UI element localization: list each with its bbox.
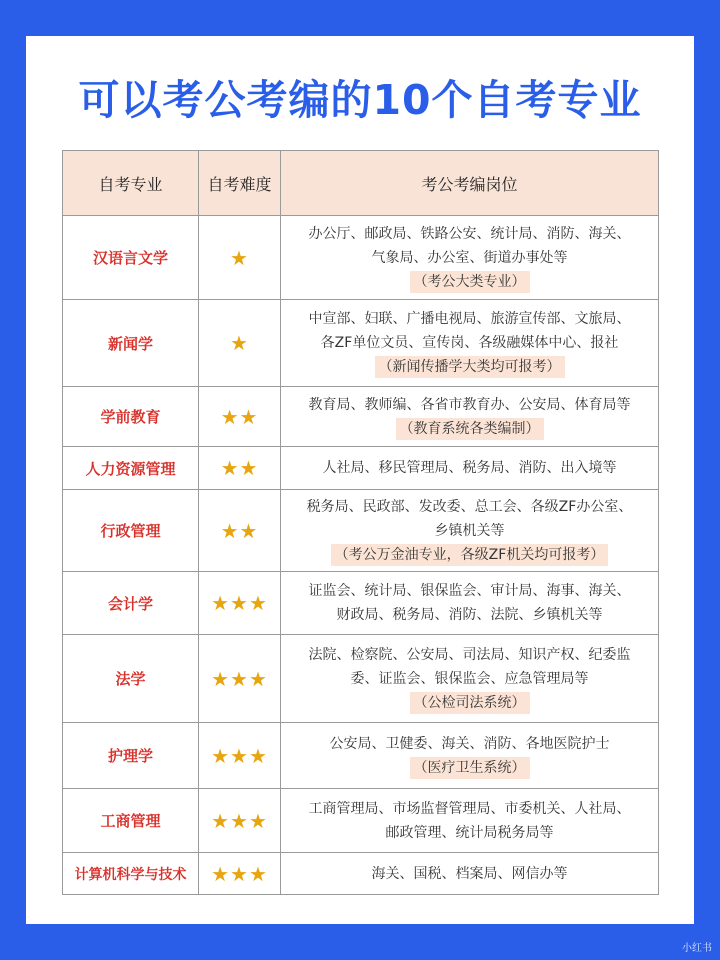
positions-line: 办公厅、邮政局、铁路公安、统计局、消防、海关、: [308, 225, 631, 242]
difficulty-stars: ★★★: [199, 853, 281, 895]
positions-line: 邮政管理、统计局税务局等: [385, 824, 554, 841]
positions-cell: [281, 572, 659, 635]
table-row: [63, 447, 659, 490]
header-difficulty: 自考难度: [199, 151, 281, 216]
positions-line: 税务局、民政部、发改委、总工会、各级ZF办公室、: [306, 498, 633, 515]
difficulty-stars: ★★★: [199, 635, 281, 723]
positions-line: 各ZF单位文员、宣传岗、各级融媒体中心、报社: [320, 335, 619, 351]
positions-cell: [281, 447, 659, 490]
difficulty-stars: ★: [199, 216, 281, 300]
major-name: 工商管理: [63, 789, 199, 853]
positions-line: 证监会、统计局、银保监会、审计局、海事、海关、: [308, 583, 631, 599]
positions-note: （公检司法系统）: [410, 692, 530, 714]
major-name: 汉语言文学: [63, 216, 199, 300]
positions-cell: [281, 635, 659, 723]
major-name: 法学: [63, 635, 199, 723]
positions-cell: [281, 490, 659, 572]
difficulty-stars: ★: [199, 300, 281, 387]
header-positions: 考公考编岗位: [281, 151, 659, 216]
positions-line: 法院、检察院、公安局、司法局、知识产权、纪委监: [308, 646, 631, 663]
positions-cell: [281, 300, 659, 387]
table-header-row: [63, 151, 659, 216]
page-title: 可以考公考编的10个自考专业: [78, 76, 642, 124]
positions-cell: [281, 216, 659, 300]
difficulty-stars: ★★★: [199, 723, 281, 789]
positions-cell: [281, 789, 659, 853]
difficulty-stars: ★★★: [199, 572, 281, 635]
positions-line: 财政局、税务局、消防、法院、乡镇机关等: [336, 607, 603, 623]
positions-line: 教育局、教师编、各省市教育办、公安局、体育局等: [308, 396, 631, 413]
positions-note: （考公大类专业）: [410, 271, 530, 293]
table-row: [63, 490, 659, 572]
positions-cell: [281, 853, 659, 895]
positions-line: 气象局、办公室、街道办事处等: [371, 249, 568, 266]
major-name: 新闻学: [63, 300, 199, 387]
positions-cell: [281, 723, 659, 789]
major-name: 学前教育: [63, 387, 199, 447]
difficulty-stars: ★★★: [199, 789, 281, 853]
positions-line: 中宣部、妇联、广播电视局、旅游宣传部、文旅局、: [308, 311, 631, 327]
positions-note: （考公万金油专业，各级ZF机关均可报考）: [331, 544, 609, 566]
difficulty-stars: ★★: [199, 447, 281, 490]
positions-line: 工商管理局、市场监督管理局、市委机关、人社局、: [308, 800, 631, 817]
header-major: 自考专业: [63, 151, 199, 216]
table-row: [63, 635, 659, 723]
table-row: [63, 853, 659, 895]
major-name: 人力资源管理: [63, 447, 199, 490]
positions-note: （教育系统各类编制）: [396, 418, 544, 440]
majors-table: [62, 150, 659, 895]
major-name: 行政管理: [63, 490, 199, 572]
difficulty-stars: ★★: [199, 490, 281, 572]
positions-line: 海关、国税、档案局、网信办等: [371, 865, 568, 882]
table-row: [63, 387, 659, 447]
positions-line: 人社局、移民管理局、税务局、消防、出入境等: [322, 460, 617, 476]
positions-line: 委、证监会、银保监会、应急管理局等: [350, 670, 589, 687]
positions-cell: [281, 387, 659, 447]
positions-line: 乡镇机关等: [434, 522, 505, 539]
table-row: [63, 789, 659, 853]
positions-note: （医疗卫生系统）: [410, 757, 530, 779]
major-name: 护理学: [63, 723, 199, 789]
major-name: 会计学: [63, 572, 199, 635]
table-row: [63, 300, 659, 387]
table-row: [63, 572, 659, 635]
table-row: [63, 723, 659, 789]
positions-note: （新闻传播学大类均可报考）: [375, 356, 565, 378]
watermark: 小红书: [682, 943, 712, 954]
table-row: [63, 216, 659, 300]
major-name: 计算机科学与技术: [63, 853, 199, 895]
positions-line: 公安局、卫健委、海关、消防、各地医院护士: [329, 735, 610, 752]
difficulty-stars: ★★: [199, 387, 281, 447]
